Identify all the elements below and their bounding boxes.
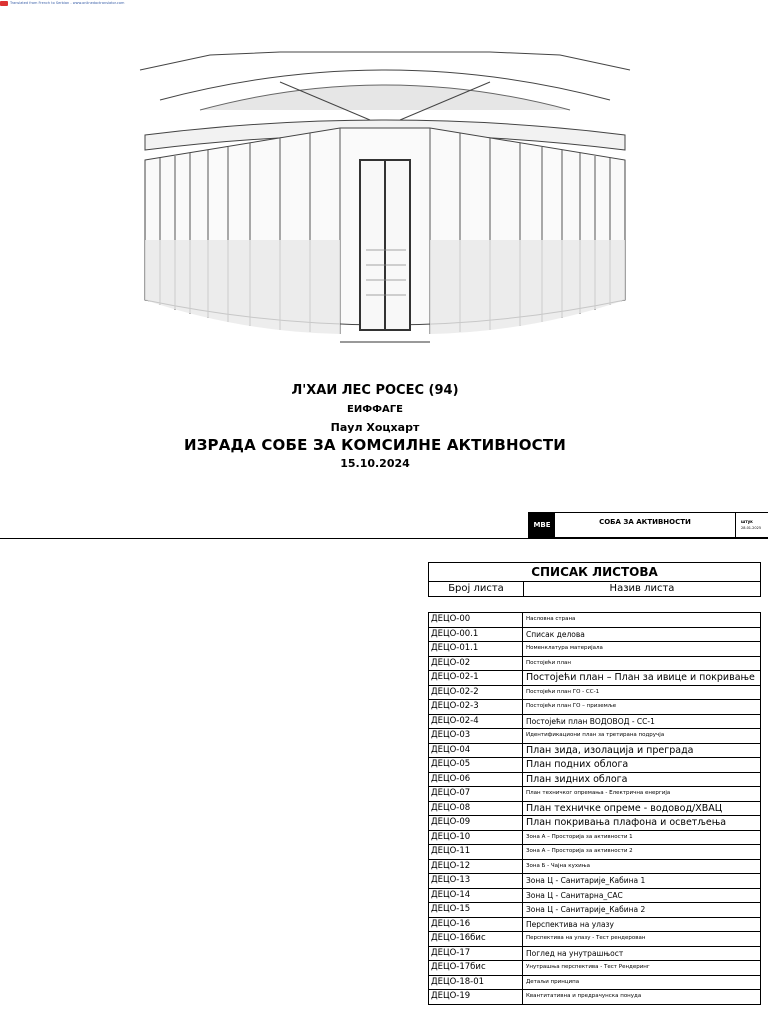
table-row: [429, 686, 760, 701]
sheet-name: Унутрашња перспектива - Тест Рендеринг: [526, 964, 650, 970]
table-row: [429, 729, 760, 744]
sheet-number: ДЕЦО-02-3: [429, 700, 523, 714]
column-header-name: Назив листа: [609, 583, 675, 594]
sheet-number: ДЕЦО-08: [429, 802, 523, 816]
sheet-number: ДЕЦО-01.1: [429, 642, 523, 656]
table-row: [429, 990, 760, 1005]
table-row: [429, 802, 760, 817]
sheet-number: ДЕЦО-02-1: [429, 671, 523, 685]
sheet-name: Постојећи план ГО – приземље: [526, 703, 617, 709]
table-row: [429, 758, 760, 773]
sheet-name: Зона А – Просторија за активности 2: [526, 848, 633, 854]
table-row: [429, 889, 760, 904]
sheet-number: ДЕЦО-05: [429, 758, 523, 772]
sheet-number: ДЕЦО-16бис: [429, 932, 523, 946]
sheet-name: Зона Ц - Санитарије_Кабина 1: [526, 876, 646, 885]
sheet-name: План зида, изолација и преграда: [526, 744, 694, 756]
sheet-name: План техничког опремања - Електрична енергија: [526, 790, 671, 796]
sheet-name: План покривања плафона и осветљења: [526, 817, 727, 828]
sheet-number: ДЕЦО-18-01: [429, 976, 523, 990]
sheet-name: Идентификациони план за третирана подручја: [526, 732, 665, 738]
title-block: [528, 512, 768, 538]
divider-line: [0, 538, 768, 539]
sheet-number: ДЕЦО-16: [429, 918, 523, 932]
sheet-number: ДЕЦО-00: [429, 613, 523, 627]
sheet-list-header: [428, 562, 761, 597]
table-row: [429, 715, 760, 730]
table-row: [429, 918, 760, 933]
sheet-name: Насловна страна: [526, 616, 576, 622]
sheet-number: ДЕЦО-02-4: [429, 715, 523, 729]
sheet-name: Постојећи план – План за ивице и покривање: [526, 672, 755, 683]
sheet-number: ДЕЦО-11: [429, 845, 523, 859]
sheet-name: Списак делова: [526, 629, 585, 639]
sheet-name: Детаљи принципа: [526, 978, 580, 985]
table-row: [429, 773, 760, 788]
column-header-number: Број листа: [429, 582, 524, 596]
building-facade-render: [130, 50, 640, 350]
table-row: [429, 700, 760, 715]
sheet-list-table: [428, 612, 761, 1005]
project-date: 15.10.2024: [340, 457, 410, 470]
title-block-meta: [736, 513, 768, 537]
table-row: [429, 657, 760, 672]
sheet-name: Постојећи план ВОДОВОД - СС-1: [526, 716, 655, 726]
table-row: [429, 744, 760, 759]
sheet-number: ДЕЦО-02: [429, 657, 523, 671]
sheet-number: ДЕЦО-06: [429, 773, 523, 787]
table-row: [429, 613, 760, 628]
sheet-list-title: СПИСАК ЛИСТОВА: [429, 563, 760, 582]
table-row: [429, 671, 760, 686]
sheet-number: ДЕЦО-03: [429, 729, 523, 743]
sheet-number: ДЕЦО-14: [429, 889, 523, 903]
client-name: Паул Хоцхарт: [330, 421, 420, 434]
contractor-name: ЕИФФАГЕ: [347, 404, 403, 415]
sheet-name: Квантитативна и предрачунска понуда: [526, 993, 642, 999]
sheet-number: ДЕЦО-07: [429, 787, 523, 801]
banner-text[interactable]: Translated from French to Serbian - www.onlinedoctranslator.com: [10, 1, 125, 5]
table-row: [429, 932, 760, 947]
table-row: [429, 816, 760, 831]
sheet-number: ДЕЦО-09: [429, 816, 523, 830]
table-row: [429, 903, 760, 918]
table-row: [429, 642, 760, 657]
title-block-date: 28.01.2025: [741, 526, 762, 530]
project-title: ИЗРАДА СОБЕ ЗА КОМСИЛНЕ АКТИВНОСТИ: [183, 436, 567, 454]
sheet-name: Перспектива на улазу: [526, 919, 614, 929]
sheet-name: Перспектива на улазу - Тест рендерован: [526, 935, 646, 941]
translator-logo-icon: [0, 1, 8, 6]
title-block-label: штук: [741, 519, 753, 524]
sheet-number: ДЕЦО-10: [429, 831, 523, 845]
table-row: [429, 976, 760, 991]
sheet-number: ДЕЦО-17бис: [429, 961, 523, 975]
sheet-number: ДЕЦО-02-2: [429, 686, 523, 700]
sheet-name: Поглед на унутрашњост: [526, 948, 624, 958]
sheet-name: Зона Ц - Санитарна_САС: [526, 890, 623, 900]
table-row: [429, 961, 760, 976]
table-row: [429, 787, 760, 802]
table-row: [429, 831, 760, 846]
sheet-number: ДЕЦО-13: [429, 874, 523, 888]
mbe-logo: MBE: [529, 513, 555, 537]
table-row: [429, 628, 760, 643]
table-row: [429, 860, 760, 875]
sheet-name: Номенклатура материјала: [526, 645, 603, 651]
sheet-name: Зона А – Просторија за активности 1: [526, 833, 633, 840]
sheet-number: ДЕЦО-04: [429, 744, 523, 758]
title-block-name: СОБА ЗА АКТИВНОСТИ: [555, 513, 736, 537]
sheet-name: План подних облога: [526, 759, 629, 770]
sheet-name: Зона Б - Чајна кухиња: [526, 862, 590, 869]
sheet-name: План зидних облога: [526, 773, 628, 785]
translation-banner[interactable]: [0, 0, 124, 6]
table-row: [429, 947, 760, 962]
sheet-name: Постојећи план: [526, 659, 571, 666]
sheet-list-columns: [429, 582, 760, 596]
sheet-name: Зона Ц - Санитарије_Кабина 2: [526, 905, 646, 914]
table-row: [429, 874, 760, 889]
sheet-number: ДЕЦО-12: [429, 860, 523, 874]
table-row: [429, 845, 760, 860]
sheet-name: План техничке опреме - водовод/ХВАЦ: [526, 802, 723, 814]
sheet-name: Постојећи план ГО - СС-1: [526, 688, 600, 695]
project-location: Л'ХАИ ЛЕС РОСЕС (94): [291, 383, 459, 398]
sheet-number: ДЕЦО-00.1: [429, 628, 523, 642]
sheet-number: ДЕЦО-15: [429, 903, 523, 917]
sheet-number: ДЕЦО-19: [429, 990, 523, 1004]
sheet-number: ДЕЦО-17: [429, 947, 523, 961]
